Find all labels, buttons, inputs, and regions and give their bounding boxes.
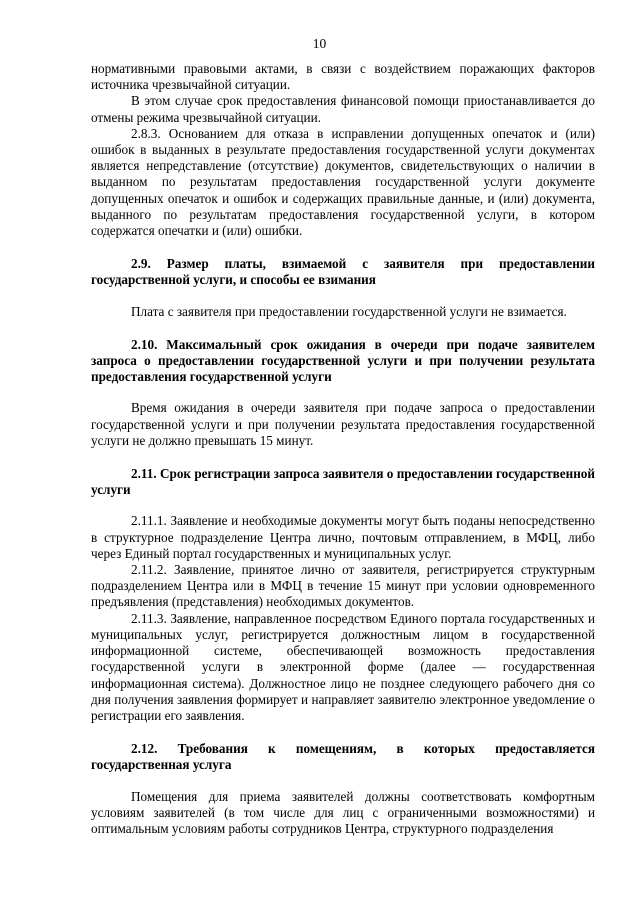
paragraph-2-11-3: 2.11.3. Заявление, направленное посредством Единого портала государственных и муниципальных услуг, регистрируется должностным лицом в государственной информационной системе, обеспечивающей возможность предоставления государственной услуги в электронной форме (далее — государственная информационная система). Должностное лицо не позднее следующего рабочего дня со дня получения заявления формирует и направляет заявителю электронное уведомление о регистрации его заявления.: [91, 610, 595, 723]
heading-2-10: 2.10. Максимальный срок ожидания в очереди при подаче заявителем запроса о предоставлении государственной услуги и при получении результата предоставления государственной услуги: [91, 336, 595, 385]
paragraph-2-11-2: 2.11.2. Заявление, принятое лично от заявителя, регистрируется структурным подразделением Центра или в МФЦ в течение 15 минут при условии одновременного предъявления (представления) необходимых документов.: [91, 562, 595, 610]
paragraph-intro: нормативными правовыми актами, в связи с воздействием поражающих факторов источника чрезвычайной ситуации.: [91, 61, 595, 93]
heading-2-12: 2.12. Требования к помещениям, в которых предоставляется государственная услуга: [91, 741, 595, 773]
paragraph-2-10: Время ожидания в очереди заявителя при подаче запроса о предоставлении государственной услуги и при получении результата предоставления государственной услуги не должно превышать 15 минут.: [91, 400, 595, 448]
page-number: 10: [312, 36, 327, 51]
paragraph-2-12: Помещения для приема заявителей должны соответствовать комфортным условиям заявителей (в том числе для лиц с ограниченными возможностями) и оптимальным условиям работы сотрудников Центра, структурного подразделения: [91, 788, 595, 836]
paragraph-2-8-3: 2.8.3. Основанием для отказа в исправлении допущенных опечаток и (или) ошибок в выданных в результате предоставления государственной услуги документах является непредставление (отсутствие) документов, свидетельствующих о наличии в выданном по результатам предоставления государственной услуги документе допущенных опечаток и ошибок и содержащих правильные данные, и (или) документа, выданного по результатам предоставления государственной услуги, в котором содержатся опечатки и (или) ошибки.: [91, 125, 595, 239]
paragraph-2-9: Плата с заявителя при предоставлении государственной услуги не взимается.: [131, 303, 567, 319]
heading-2-11: 2.11. Срок регистрации запроса заявителя о предоставлении государственной услуги: [91, 466, 595, 498]
document-body: [91, 61, 595, 837]
paragraph-2-11-1: 2.11.1. Заявление и необходимые документы могут быть поданы непосредственно в структурное подразделение Центра лично, почтовым отправлением, в МФЦ, либо через Единый портал государственных и муниципальных услуг.: [91, 513, 595, 561]
paragraph-suspension: В этом случае срок предоставления финансовой помощи приостанавливается до отмены режима чрезвычайной ситуации.: [91, 93, 595, 125]
heading-2-9: 2.9. Размер платы, взимаемой с заявителя при предоставлении государственной услуги, и способы ее взимания: [91, 256, 595, 288]
